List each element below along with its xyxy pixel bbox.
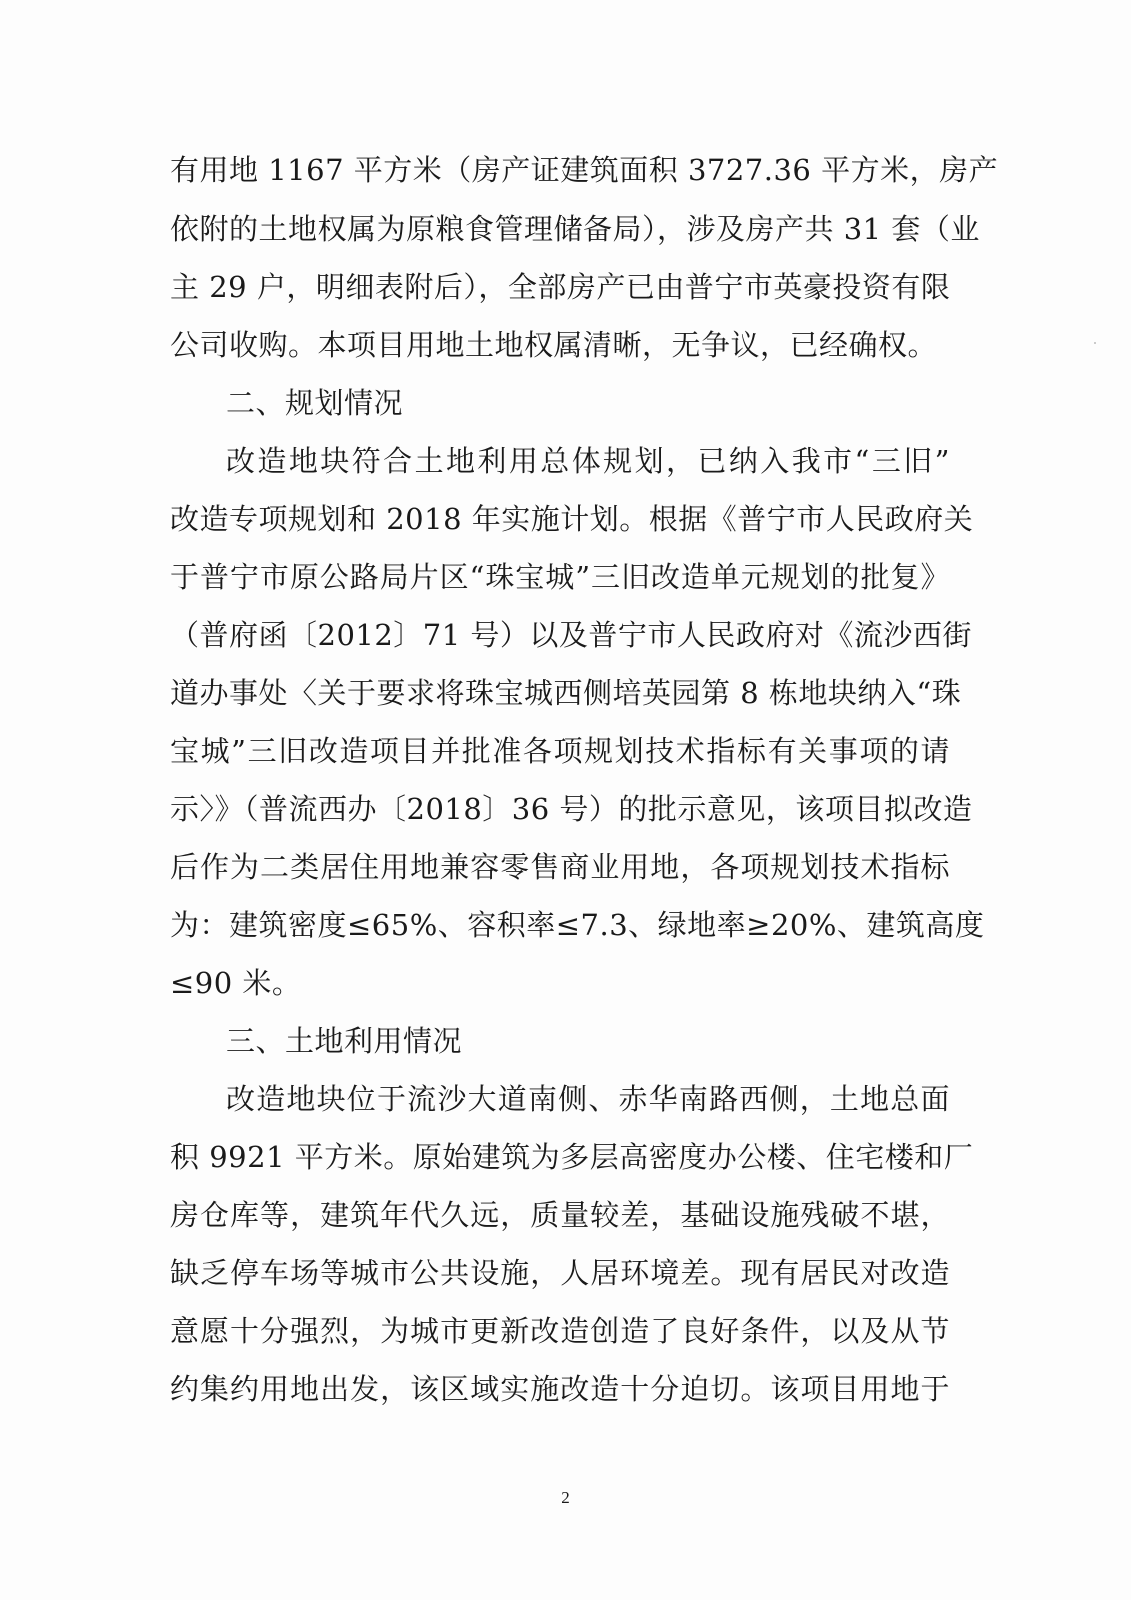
text-line-12: 示〉》（普流西办〔2018〕36 号）的批示意见，该项目拟改造 bbox=[170, 792, 973, 826]
text-line-4: 公司收购。本项目用地土地权属清晰，无争议，已经确权。 bbox=[170, 328, 938, 362]
section-heading-land-use: 三、土地利用情况 bbox=[226, 1024, 463, 1058]
text-line-21: 意愿十分强烈，为城市更新改造创造了良好条件，以及从节 bbox=[170, 1314, 950, 1348]
text-line-10: 道办事处〈关于要求将珠宝城西侧培英园第 8 栋地块纳入“珠 bbox=[170, 676, 962, 710]
text-line-19: 房仓库等，建筑年代久远，质量较差，基础设施残破不堪， bbox=[170, 1198, 950, 1232]
text-line-15: ≤90 米。 bbox=[170, 966, 302, 1000]
text-line-6: 改造地块符合土地利用总体规划，已纳入我市“三旧” bbox=[226, 444, 950, 478]
text-line-3: 主 29 户，明细表附后），全部房产已由普宁市英豪投资有限 bbox=[170, 270, 951, 304]
section-heading-planning: 二、规划情况 bbox=[226, 386, 404, 420]
text-line-9: （普府函〔2012〕71 号）以及普宁市人民政府对《流沙西街 bbox=[170, 618, 972, 652]
scan-speck bbox=[1094, 342, 1096, 344]
text-line-11: 宝城”三旧改造项目并批准各项规划技术指标有关事项的请 bbox=[170, 734, 950, 768]
text-line-22: 约集约用地出发，该区域实施改造十分迫切。该项目用地于 bbox=[170, 1372, 950, 1406]
text-line-7: 改造专项规划和 2018 年实施计划。根据《普宁市人民政府关 bbox=[170, 502, 974, 536]
text-line-13: 后作为二类居住用地兼容零售商业用地，各项规划技术指标 bbox=[170, 850, 950, 884]
text-line-14: 为：建筑密度≤65%、容积率≤7.3、绿地率≥20%、建筑高度 bbox=[170, 908, 985, 942]
text-line-17: 改造地块位于流沙大道南侧、赤华南路西侧，土地总面 bbox=[226, 1082, 950, 1116]
text-line-1: 有用地 1167 平方米（房产证建筑面积 3727.36 平方米，房产 bbox=[170, 153, 999, 187]
text-line-2: 依附的土地权属为原粮食管理储备局），涉及房产共 31 套（业 bbox=[170, 212, 980, 246]
text-line-8: 于普宁市原公路局片区“珠宝城”三旧改造单元规划的批复》 bbox=[170, 560, 950, 594]
text-line-20: 缺乏停车场等城市公共设施，人居环境差。现有居民对改造 bbox=[170, 1256, 950, 1290]
text-line-18: 积 9921 平方米。原始建筑为多层高密度办公楼、住宅楼和厂 bbox=[170, 1140, 974, 1174]
page-number: 2 bbox=[561, 1488, 570, 1507]
